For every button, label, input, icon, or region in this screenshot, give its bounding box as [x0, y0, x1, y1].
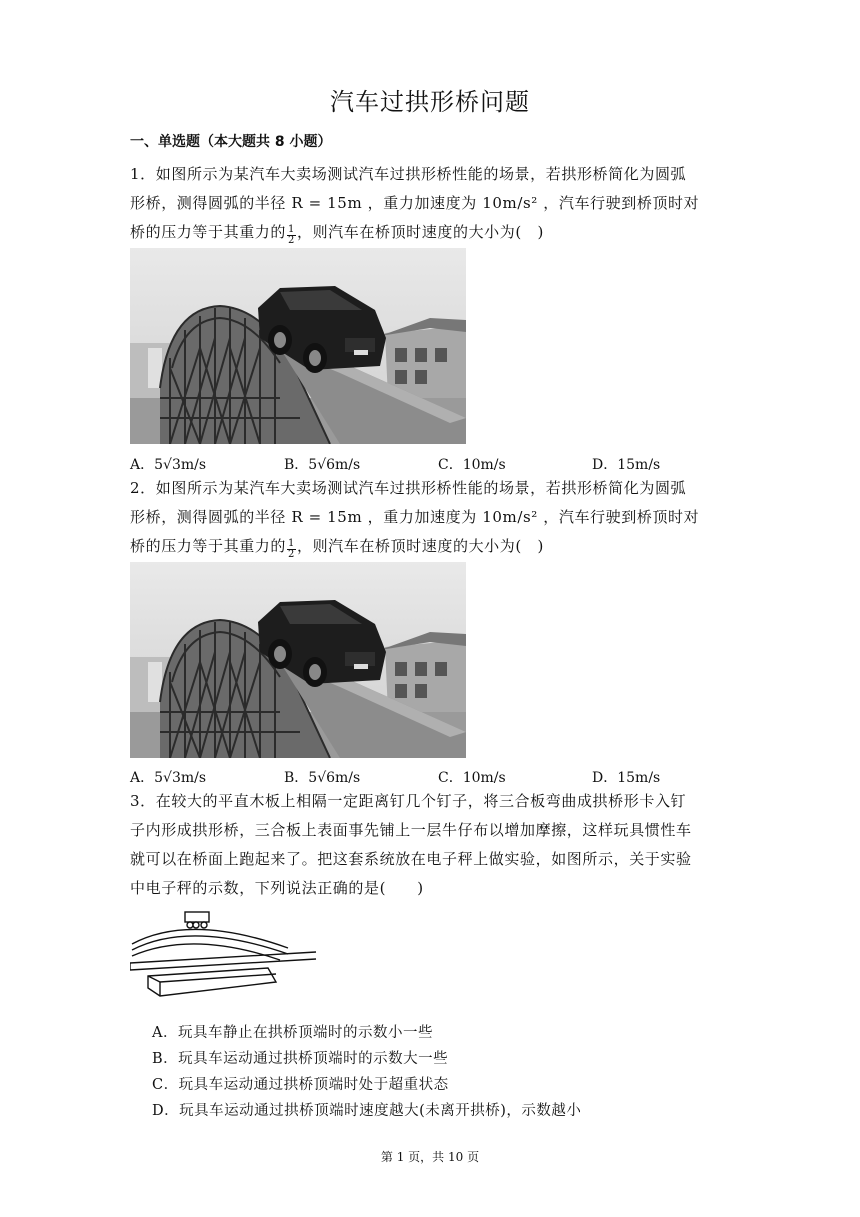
question-1-line-3b: ，则汽车在桥顶时速度的大小为( )	[296, 223, 544, 241]
question-3-line-3: 就可以在桥面上跑起来了。把这套系统放在电子秤上做实验，如图所示，关于实验	[130, 850, 692, 868]
question-1-line-2: 形桥，测得圆弧的半径 R = 15m ，重力加速度为 10m/s² ，汽车行驶到桥顶时对	[130, 194, 700, 212]
question-2-options	[130, 767, 730, 787]
option-c[interactable]: C．10m/s	[438, 457, 506, 473]
question-2	[130, 474, 730, 561]
choice-b[interactable]: B．玩具车运动通过拱桥顶端时的示数大一些	[152, 1051, 449, 1067]
question-2-line-2: 形桥，测得圆弧的半径 R = 15m ，重力加速度为 10m/s² ，汽车行驶到桥顶时对	[130, 508, 700, 526]
question-3-line-4: 中电子秤的示数，下列说法正确的是( )	[130, 879, 424, 897]
section-heading: 一、单选题（本大题共 8 小题）	[130, 134, 332, 150]
question-3-line-2: 子内形成拱形桥，三合板上表面事先铺上一层牛仔布以增加摩擦，这样玩具惯性车	[130, 821, 692, 839]
option-d[interactable]: D．15m/s	[592, 770, 661, 786]
option-b[interactable]: B．5√6m/s	[284, 457, 361, 473]
question-1	[130, 160, 730, 247]
page-footer: 第 1 页，共 10 页	[380, 1150, 480, 1164]
arch-bridge-scale-diagram	[130, 908, 320, 1008]
page-title: 汽车过拱形桥问题	[330, 88, 530, 116]
option-b[interactable]: B．5√6m/s	[284, 770, 361, 786]
choice-d[interactable]: D．玩具车运动通过拱桥顶端时速度越大(未离开拱桥)，示数越小	[152, 1103, 582, 1119]
question-1-line-3a: 桥的压力等于其重力的	[130, 223, 287, 241]
question-3	[130, 787, 730, 903]
choice-c[interactable]: C．玩具车运动通过拱桥顶端时处于超重状态	[152, 1077, 449, 1093]
fraction-denominator: 2	[288, 235, 295, 246]
question-2-line-3	[130, 532, 730, 561]
option-c[interactable]: C．10m/s	[438, 770, 506, 786]
fraction-denominator: 2	[288, 549, 295, 560]
question-2-line-1: 2．如图所示为某汽车大卖场测试汽车过拱形桥性能的场景，若拱形桥简化为圆弧	[130, 479, 687, 497]
fraction-numerator: 1	[288, 224, 295, 235]
question-1-line-3	[130, 218, 730, 247]
question-3-line-1: 3．在较大的平直木板上相隔一定距离钉几个钉子，将三合板弯曲成拱桥形卡入钉	[130, 792, 687, 810]
bridge-car-photo	[130, 562, 466, 758]
fraction	[287, 539, 296, 560]
option-d[interactable]: D．15m/s	[592, 457, 661, 473]
question-1-options	[130, 454, 730, 474]
option-a[interactable]: A．5√3m/s	[130, 770, 207, 786]
question-1-line-1: 1．如图所示为某汽车大卖场测试汽车过拱形桥性能的场景，若拱形桥简化为圆弧	[130, 165, 687, 183]
fraction	[287, 225, 296, 246]
question-2-line-3a: 桥的压力等于其重力的	[130, 537, 287, 555]
option-a[interactable]: A．5√3m/s	[130, 457, 207, 473]
fraction-numerator: 1	[288, 538, 295, 549]
bridge-car-photo	[130, 248, 466, 444]
question-2-line-3b: ，则汽车在桥顶时速度的大小为( )	[296, 537, 544, 555]
choice-a[interactable]: A．玩具车静止在拱桥顶端时的示数小一些	[152, 1025, 433, 1041]
